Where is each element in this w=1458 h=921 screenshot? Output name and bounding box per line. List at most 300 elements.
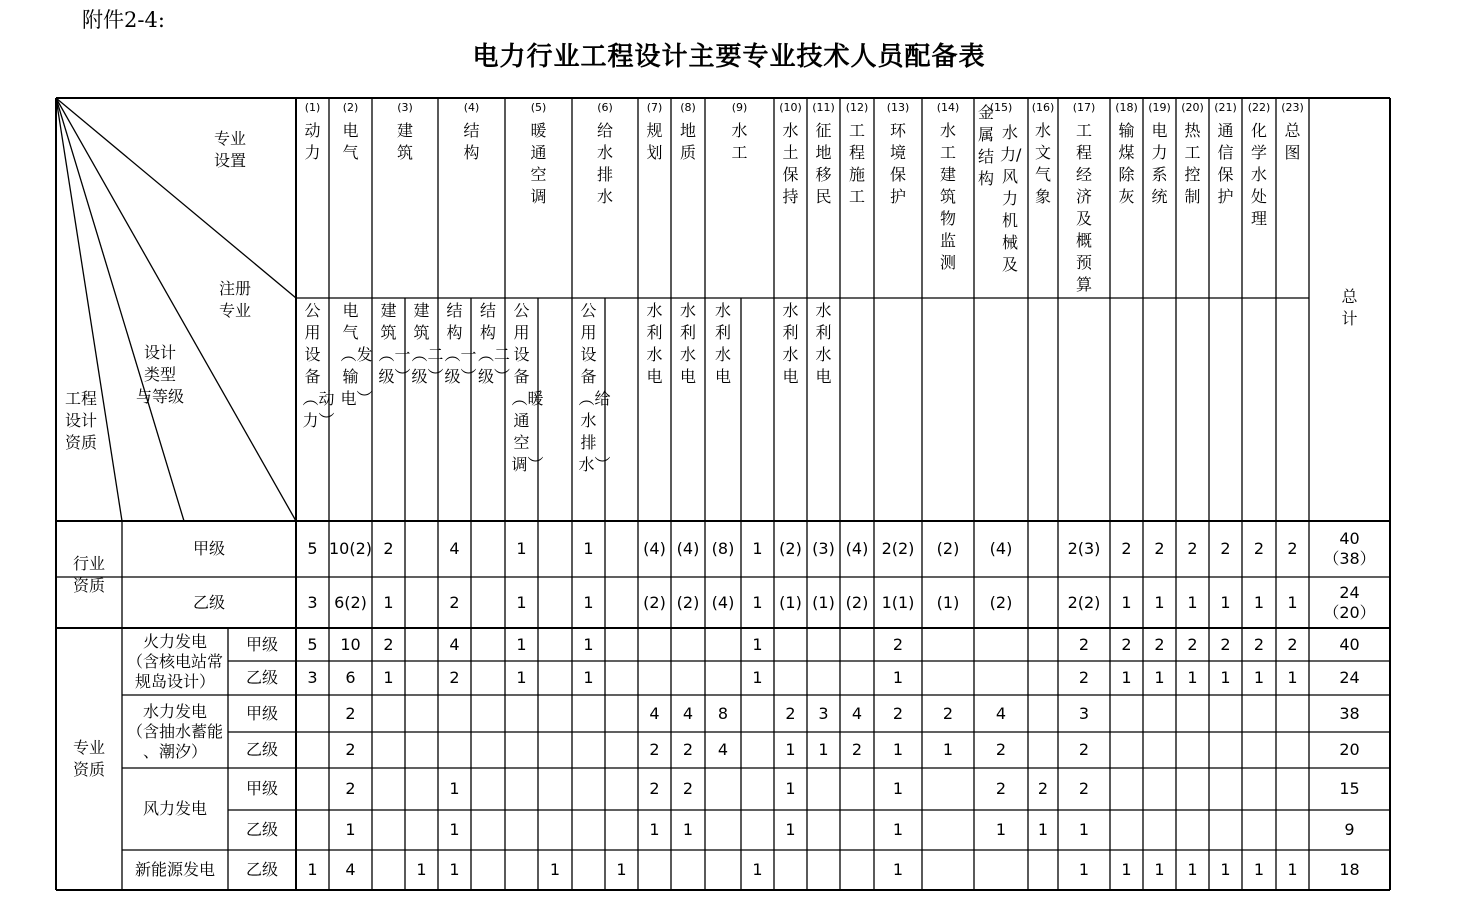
table-cell: [471, 732, 505, 768]
table-cell: 1: [1154, 668, 1165, 687]
table-cell: 5: [307, 539, 318, 558]
table-cell: [705, 810, 741, 850]
corner-diagonal: [56, 98, 296, 298]
table-cell: 2(2): [1067, 592, 1101, 612]
table-cell: 1: [1078, 820, 1090, 839]
table-cell: 1: [942, 740, 954, 759]
major-number: (12): [845, 101, 869, 114]
major-number: (19): [1148, 101, 1171, 114]
table-cell: (3): [812, 539, 835, 558]
grade-label: 乙级: [245, 820, 278, 839]
major-name: 通信保护: [1217, 121, 1234, 206]
table-cell: [1276, 732, 1309, 768]
table-cell: [605, 628, 638, 661]
table-cell: [974, 661, 1028, 695]
major-name: 规划: [646, 121, 663, 162]
table-cell: 3: [307, 592, 318, 612]
table-cell: 2: [1187, 634, 1198, 654]
major-number: (22): [1247, 101, 1271, 114]
table-cell: [1242, 732, 1276, 768]
table-cell: 1: [1253, 592, 1265, 612]
major-name: 给水排水: [596, 121, 613, 206]
registered-major: 结构︵二级︶: [478, 301, 511, 386]
table-cell: [405, 661, 438, 695]
major-name: 热工控制: [1184, 121, 1201, 206]
page-title: 电力行业工程设计主要专业技术人员配备表: [472, 42, 986, 72]
table-cell: [572, 695, 605, 732]
table-cell: [1209, 768, 1242, 810]
table-cell: 2: [1078, 779, 1090, 798]
table-cell: 4: [717, 740, 729, 759]
table-cell: 1: [383, 592, 394, 612]
major-name: 化学水处理: [1250, 121, 1267, 228]
table-cell: 1: [1287, 860, 1298, 879]
table-cell: 1: [1187, 668, 1198, 687]
design-type-label: 风力发电: [142, 799, 207, 818]
table-cell: [538, 732, 572, 768]
table-cell: 1: [1287, 668, 1298, 687]
table-cell: 1: [1121, 592, 1132, 612]
major-number: (9): [731, 101, 748, 114]
table-cell: [705, 628, 741, 661]
registered-major: 结构︵一级︶: [444, 301, 477, 386]
table-cell: (2): [989, 592, 1013, 612]
table-cell: 1: [1253, 668, 1265, 687]
major-number: (6): [597, 101, 613, 114]
table-cell: 1: [785, 740, 796, 759]
table-cell: [1028, 577, 1058, 628]
table-cell: 6: [345, 668, 356, 687]
table-cell: [1110, 695, 1143, 732]
industry-qualification-label: 行业 资质: [72, 553, 105, 595]
grade-label: 甲级: [245, 779, 278, 798]
table-cell: 2: [682, 779, 694, 798]
table-cell: [605, 732, 638, 768]
table-cell: 2: [449, 592, 460, 612]
table-cell: [605, 810, 638, 850]
table-cell: 1: [583, 668, 594, 687]
table-cell: [505, 768, 538, 810]
table-cell: 1: [818, 740, 829, 759]
major-name: 电力系统: [1151, 121, 1168, 206]
major-number: (13): [886, 101, 910, 114]
table-cell: 1: [1253, 860, 1265, 879]
table-cell: [572, 810, 605, 850]
table-cell: [840, 850, 874, 890]
table-cell: [1028, 732, 1058, 768]
registered-major: 建筑︵一级︶: [378, 301, 411, 386]
table-cell: 2: [682, 740, 694, 759]
major-name: 地质: [679, 121, 696, 162]
table-cell: 2: [1078, 740, 1090, 759]
registered-major: 公用设备︵给水排水︶: [578, 301, 611, 474]
major-number: (10): [779, 101, 802, 114]
table-cell: 1: [516, 634, 527, 654]
table-cell: [1176, 695, 1209, 732]
table-cell: 1: [1078, 860, 1090, 879]
table-cell: 2: [345, 703, 356, 723]
table-cell: (1): [812, 592, 835, 612]
table-cell: [705, 850, 741, 890]
registered-major: 公用设备︵暖通空调︶: [511, 301, 544, 474]
table-cell: 8: [717, 703, 729, 723]
table-cell: [372, 850, 405, 890]
table-cell: 1: [752, 634, 763, 654]
table-cell: 2: [1253, 539, 1265, 558]
table-cell: 4: [995, 703, 1007, 723]
table-cell: 1(1): [881, 592, 915, 612]
table-cell: [1028, 695, 1058, 732]
table-cell: 1: [1220, 668, 1231, 687]
major-number: (14): [936, 101, 960, 114]
table-cell: [471, 661, 505, 695]
table-cell: 1: [995, 820, 1007, 839]
major-name: 水文气象: [1034, 121, 1051, 206]
registered-major: 电气︵发输电︶: [340, 301, 373, 408]
table-cell: (4): [711, 592, 735, 612]
table-cell: [372, 810, 405, 850]
table-cell: (2): [676, 592, 700, 612]
table-cell: [471, 577, 505, 628]
total-header: 总 计: [1341, 287, 1358, 328]
table-cell: (8): [711, 539, 735, 558]
table-cell: [605, 768, 638, 810]
table-cell: [807, 768, 840, 810]
table-cell: (2): [643, 592, 666, 612]
table-cell: 1: [1121, 668, 1132, 687]
registered-major: 水利水电: [714, 301, 731, 386]
registered-major: 水利水电: [815, 301, 832, 386]
table-cell: 2: [1220, 634, 1231, 654]
design-type-label: 水力发电 （含抽水蓄能 、潮汐）: [126, 701, 223, 761]
table-cell: 2: [383, 539, 394, 558]
registered-major: 公用设备︵动力︶: [302, 301, 335, 430]
table-cell: 1: [752, 539, 763, 558]
major-number: (17): [1072, 101, 1096, 114]
table-cell: 6(2): [334, 592, 367, 612]
table-cell: 2: [345, 779, 356, 798]
table-cell: 2: [785, 703, 796, 723]
table-cell: 2: [1154, 634, 1165, 654]
total-cell: 40 （38）: [1323, 529, 1376, 568]
table-cell: 2: [449, 668, 460, 687]
table-cell: 1: [449, 820, 460, 839]
major-name: 水工: [731, 121, 748, 162]
table-cell: 1: [307, 860, 318, 879]
table-cell: [705, 768, 741, 810]
table-cell: [1242, 810, 1276, 850]
total-cell: 24 （20）: [1323, 582, 1376, 622]
table-cell: (2): [845, 592, 869, 612]
table-cell: 2: [1154, 539, 1165, 558]
table-cell: 2: [1287, 634, 1298, 654]
table-cell: [774, 661, 807, 695]
table-cell: 2: [1253, 634, 1265, 654]
table-cell: [505, 732, 538, 768]
major-number: (15): [989, 101, 1013, 114]
table-cell: 1: [516, 668, 527, 687]
major-number: (11): [812, 101, 835, 114]
table-cell: (2): [779, 539, 802, 558]
table-cell: [605, 521, 638, 577]
table-cell: [471, 768, 505, 810]
table-cell: (2): [936, 539, 960, 558]
grade-label: 甲级: [245, 634, 278, 654]
table-cell: 1: [752, 592, 763, 612]
table-cell: [505, 810, 538, 850]
table-cell: 2: [383, 634, 394, 654]
table-cell: [807, 810, 840, 850]
total-cell: 9: [1344, 820, 1355, 839]
grade-label: 乙级: [245, 860, 278, 879]
table-cell: [1110, 732, 1143, 768]
table-cell: [405, 768, 438, 810]
table-cell: 10: [340, 634, 361, 654]
major-number: (21): [1214, 101, 1237, 114]
table-cell: [807, 850, 840, 890]
table-cell: [671, 628, 705, 661]
major-number: (18): [1115, 101, 1138, 114]
table-cell: [538, 577, 572, 628]
major-number: (4): [463, 101, 480, 114]
table-cell: [922, 661, 974, 695]
table-cell: [1110, 768, 1143, 810]
total-cell: 18: [1339, 860, 1360, 879]
major-number: (23): [1281, 101, 1304, 114]
total-cell: 38: [1339, 703, 1360, 723]
table-cell: 2: [1078, 634, 1090, 654]
table-cell: [1028, 661, 1058, 695]
table-cell: 1: [785, 779, 796, 798]
table-cell: 1: [1220, 592, 1231, 612]
table-cell: [638, 628, 671, 661]
corner-diagonal: [56, 98, 184, 521]
table-cell: 2: [649, 740, 660, 759]
table-cell: [505, 695, 538, 732]
table-cell: 2: [892, 703, 904, 723]
table-cell: [840, 768, 874, 810]
table-cell: [605, 695, 638, 732]
table-cell: 2(3): [1067, 539, 1101, 558]
corner-registered-major: 注册 专业: [218, 279, 251, 320]
table-cell: [1276, 695, 1309, 732]
major-name: 水工建筑物监测: [939, 121, 956, 272]
grade-label: 甲级: [245, 703, 278, 723]
total-cell: 24: [1339, 668, 1360, 687]
registered-major: 建筑︵二级︶: [411, 301, 444, 386]
table-cell: [1242, 768, 1276, 810]
major-name: 暖通空调: [530, 121, 547, 206]
table-cell: [807, 628, 840, 661]
major-name: 建筑: [396, 121, 413, 162]
table-cell: 2: [1037, 779, 1049, 798]
table-cell: [1176, 810, 1209, 850]
major-number: (20): [1181, 101, 1204, 114]
table-cell: [405, 695, 438, 732]
table-cell: [1276, 810, 1309, 850]
table-cell: [1209, 695, 1242, 732]
table-cell: 1: [892, 668, 904, 687]
table-cell: [807, 661, 840, 695]
table-cell: 1: [345, 820, 356, 839]
table-cell: 4: [851, 703, 863, 723]
table-cell: (4): [676, 539, 700, 558]
table-cell: [1209, 810, 1242, 850]
table-cell: [296, 732, 329, 768]
table-cell: [538, 521, 572, 577]
table-cell: [922, 768, 974, 810]
table-cell: (1): [779, 592, 802, 612]
registered-major: 水利水电: [679, 301, 696, 386]
corner-qualification: 工程 设计 资质: [64, 389, 97, 452]
table-cell: [840, 661, 874, 695]
table-cell: 2: [995, 779, 1007, 798]
table-cell: 1: [752, 860, 763, 879]
table-cell: [741, 695, 774, 732]
major-name: 环境保护: [889, 121, 906, 206]
table-cell: [1143, 732, 1176, 768]
table-cell: 1: [516, 592, 527, 612]
table-cell: [471, 850, 505, 890]
table-cell: [438, 732, 471, 768]
table-cell: 1: [1037, 820, 1049, 839]
major-name: 结构: [463, 121, 480, 162]
table-cell: 1: [1287, 592, 1298, 612]
table-cell: 1: [892, 860, 904, 879]
table-cell: 3: [1078, 703, 1090, 723]
table-cell: 4: [345, 860, 356, 879]
table-cell: [605, 577, 638, 628]
table-cell: 1: [583, 539, 594, 558]
table-cell: [922, 628, 974, 661]
table-cell: [922, 850, 974, 890]
table-cell: 1: [892, 740, 904, 759]
table-cell: 1: [416, 860, 427, 879]
table-cell: (4): [845, 539, 869, 558]
major-number: (16): [1031, 101, 1055, 114]
table-cell: [572, 732, 605, 768]
table-cell: 1: [1154, 592, 1165, 612]
table-cell: [774, 628, 807, 661]
table-cell: [572, 850, 605, 890]
corner-major-setting: 专业 设置: [213, 129, 246, 170]
major-number: (1): [304, 101, 321, 114]
total-cell: 15: [1339, 779, 1360, 798]
table-cell: 1: [1121, 860, 1132, 879]
table-cell: [741, 810, 774, 850]
major-number: (3): [397, 101, 413, 114]
major-name: 水力/风力机械及: [1000, 123, 1022, 274]
registered-major: 水利水电: [646, 301, 663, 386]
table-cell: [405, 732, 438, 768]
major-name: 水土保持: [782, 121, 799, 206]
table-cell: [922, 810, 974, 850]
table-cell: 1: [1220, 860, 1231, 879]
table-cell: [405, 810, 438, 850]
table-cell: 2: [1078, 668, 1090, 687]
table-cell: 1: [583, 592, 594, 612]
table-cell: [840, 628, 874, 661]
table-cell: 1: [752, 668, 763, 687]
table-cell: [372, 732, 405, 768]
table-cell: [296, 695, 329, 732]
table-cell: 2: [1121, 634, 1132, 654]
major-name: 工程经济及概预算: [1075, 121, 1092, 294]
corner-design-type: 设计 类型 与等级: [135, 343, 184, 406]
table-cell: 2: [1287, 539, 1298, 558]
table-cell: [1209, 732, 1242, 768]
table-cell: 4: [449, 634, 460, 654]
table-cell: 2: [649, 779, 660, 798]
table-cell: [572, 768, 605, 810]
table-cell: 1: [682, 820, 694, 839]
table-cell: [471, 628, 505, 661]
table-cell: [1276, 768, 1309, 810]
table-cell: 2(2): [881, 539, 915, 558]
grade-label: 乙级: [192, 592, 225, 612]
major-name: 动力: [304, 121, 321, 162]
table-cell: [471, 521, 505, 577]
table-cell: [1143, 768, 1176, 810]
grade-label: 甲级: [192, 539, 225, 558]
table-cell: 1: [1154, 860, 1165, 879]
table-cell: [538, 810, 572, 850]
table-cell: 1: [892, 779, 904, 798]
table-cell: [471, 695, 505, 732]
grade-label: 乙级: [245, 668, 278, 687]
major-prefix: 金属结构: [977, 103, 994, 188]
table-cell: 1: [892, 820, 904, 839]
table-cell: (1): [936, 592, 960, 612]
table-cell: [1143, 695, 1176, 732]
table-cell: 1: [516, 539, 527, 558]
major-name: 总图: [1284, 121, 1301, 162]
table-cell: 2: [851, 740, 863, 759]
table-cell: [1242, 695, 1276, 732]
major-name: 电气: [342, 121, 359, 162]
table-cell: 1: [583, 634, 594, 654]
table-cell: [974, 628, 1028, 661]
table-cell: 4: [649, 703, 660, 723]
table-cell: [1143, 810, 1176, 850]
table-cell: 2: [345, 740, 356, 759]
table-cell: 4: [682, 703, 694, 723]
table-cell: 2: [995, 740, 1007, 759]
table-cell: 1: [1187, 592, 1198, 612]
design-type-label: 火力发电 （含核电站常 规岛设计）: [126, 631, 223, 691]
table-cell: 2: [892, 634, 904, 654]
table-cell: [372, 768, 405, 810]
major-name: 输煤除灰: [1118, 121, 1135, 206]
table-cell: 2: [1220, 539, 1231, 558]
table-cell: [741, 768, 774, 810]
grade-label: 乙级: [245, 740, 278, 759]
table-cell: [774, 850, 807, 890]
table-cell: 1: [449, 860, 460, 879]
table-cell: [671, 850, 705, 890]
table-cell: 1: [449, 779, 460, 798]
table-cell: 4: [449, 539, 460, 558]
major-number: (8): [680, 101, 696, 114]
table-cell: (4): [989, 539, 1013, 558]
table-cell: [538, 695, 572, 732]
table-cell: [1176, 732, 1209, 768]
table-cell: 1: [649, 820, 660, 839]
table-cell: 10(2): [328, 539, 373, 558]
table-cell: [974, 850, 1028, 890]
table-cell: [538, 628, 572, 661]
table-cell: [405, 577, 438, 628]
